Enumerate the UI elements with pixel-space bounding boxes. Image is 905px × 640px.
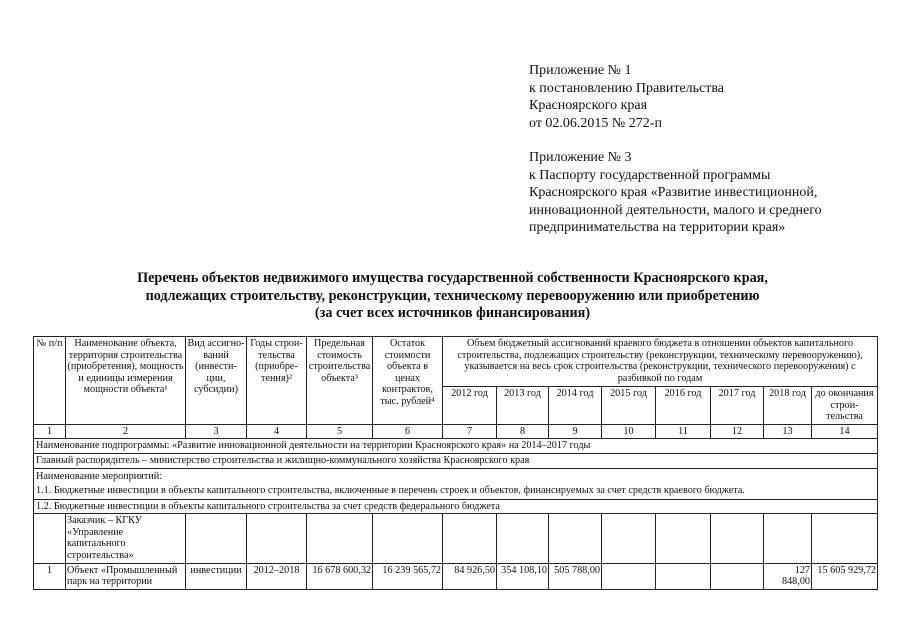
appendix-1-block <box>529 62 724 132</box>
table-cell <box>307 514 373 563</box>
column-number: 2 <box>66 424 186 439</box>
table-cell <box>443 514 497 563</box>
table-cell <box>247 514 307 563</box>
column-number: 8 <box>497 424 549 439</box>
title-line: (за счет всех источников финансирования) <box>314 305 591 321</box>
table-cell <box>186 514 247 563</box>
appendix-3-line: Красноярского края «Развитие инвестиционной, <box>529 185 818 201</box>
value-2015 <box>602 563 656 589</box>
appendix-3-block <box>529 149 822 237</box>
column-number: 7 <box>443 424 497 439</box>
table-cell <box>602 514 656 563</box>
appendix-3-line: инновационной деятельности, малого и среднего <box>529 202 822 218</box>
customer-cell: Заказчик – КГКУ «Управление капитального строительства» <box>66 514 186 563</box>
appendix-3-line: Приложение № 3 <box>529 150 632 165</box>
allocation-type: инвестиции <box>186 563 247 589</box>
column-number: 10 <box>602 424 656 439</box>
table-cell <box>373 514 443 563</box>
value-2014: 505 788,00 <box>549 563 602 589</box>
header-limit-cost: Предельная стоимость строительства объекта³ <box>307 337 373 425</box>
table-cell <box>711 514 764 563</box>
table-cell <box>549 514 602 563</box>
value-2016 <box>656 563 711 589</box>
table-cell <box>764 514 812 563</box>
header-name: Наименование объекта, территория строительства (приобретения), мощность и единицы измерения мощности объекта¹ <box>66 337 186 425</box>
header-year: до окончания строи-тельства <box>812 387 878 425</box>
value-2018: 127 848,00 <box>764 563 812 589</box>
measures-row <box>34 468 878 499</box>
header-year: 2015 год <box>602 387 656 425</box>
table-row <box>34 563 878 589</box>
column-number: 13 <box>764 424 812 439</box>
table-cell <box>812 514 878 563</box>
column-number: 11 <box>656 424 711 439</box>
column-number: 5 <box>307 424 373 439</box>
manager-row: Главный распорядитель – министерство строительства и жилищно-коммунального хозяйства Красноярского края <box>34 453 878 468</box>
header-year: 2017 год <box>711 387 764 425</box>
header-year: 2014 год <box>549 387 602 425</box>
header-years: Годы строи-тельства (приобре-тения)² <box>247 337 307 425</box>
column-number: 14 <box>812 424 878 439</box>
value-2013: 354 108,10 <box>497 563 549 589</box>
appendix-3-line: предпринимательства на территории края» <box>529 220 786 236</box>
column-number: 1 <box>34 424 66 439</box>
row-number: 1 <box>34 563 66 589</box>
appendix-1-line: от 02.06.2015 № 272-п <box>529 115 662 131</box>
title-line: Перечень объектов недвижимого имущества государственной собственности Красноярского края, <box>137 270 768 286</box>
header-year: 2013 год <box>497 387 549 425</box>
measure-1: 1.1. Бюджетные инвестиции в объекты капитального строительства, включенные в перечень строек и объектов, финансируемых за счет средств краевого бюджета. <box>36 484 745 496</box>
subprogram-row: Наименование подпрограммы: «Развитие инновационной деятельности на территории Красноярского края» на 2014–2017 годы <box>34 439 878 454</box>
document-title <box>0 270 905 323</box>
measure-2-row: 1.2. Бюджетные инвестиции в объекты капитального строительства за счет средств федерального бюджета <box>34 499 878 514</box>
column-number: 6 <box>373 424 443 439</box>
appendix-1-line: к постановлению Правительства <box>529 80 725 96</box>
objects-table <box>33 336 878 590</box>
title-line: подлежащих строительству, реконструкции, техническому перевооружению или приобретению <box>145 287 760 304</box>
header-year: 2012 год <box>443 387 497 425</box>
construction-years: 2012–2018 <box>247 563 307 589</box>
header-year: 2016 год <box>656 387 711 425</box>
header-type: Вид ассигно-ваний (инвести-ции, субсидии) <box>186 337 247 425</box>
header-remaining-cost: Остаток стоимости объекта в ценах контрактов, тыс. рублей⁴ <box>373 337 443 425</box>
remaining-cost: 16 239 565,72 <box>373 563 443 589</box>
value-2017 <box>711 563 764 589</box>
table-cell <box>497 514 549 563</box>
value-2012: 84 926,50 <box>443 563 497 589</box>
limit-cost: 16 678 600,32 <box>307 563 373 589</box>
table-cell <box>34 514 66 563</box>
appendix-1-line: Приложение № 1 <box>529 63 632 78</box>
column-number: 4 <box>247 424 307 439</box>
measures-label: Наименование мероприятий: <box>36 470 163 482</box>
header-budget-group: Объем бюджетный ассигнований краевого бюджета в отношении объектов капитального строительства, подлежащих строительству (реконструкции, техническому перевооружению), указывается на весь срок строительства (реконструкции, технического перевооружения) с разбивкой по годам <box>443 337 878 387</box>
value-until-end: 15 605 929,72 <box>812 563 878 589</box>
appendix-1-line: Красноярского края <box>529 98 648 114</box>
header-year: 2018 год <box>764 387 812 425</box>
object-name: Объект «Промышленный парк на территории <box>66 563 186 589</box>
column-number: 3 <box>186 424 247 439</box>
table-cell <box>656 514 711 563</box>
column-number: 9 <box>549 424 602 439</box>
header-num: № п/п <box>34 337 66 425</box>
appendix-3-line: к Паспорту государственной программы <box>529 167 771 183</box>
column-number: 12 <box>711 424 764 439</box>
